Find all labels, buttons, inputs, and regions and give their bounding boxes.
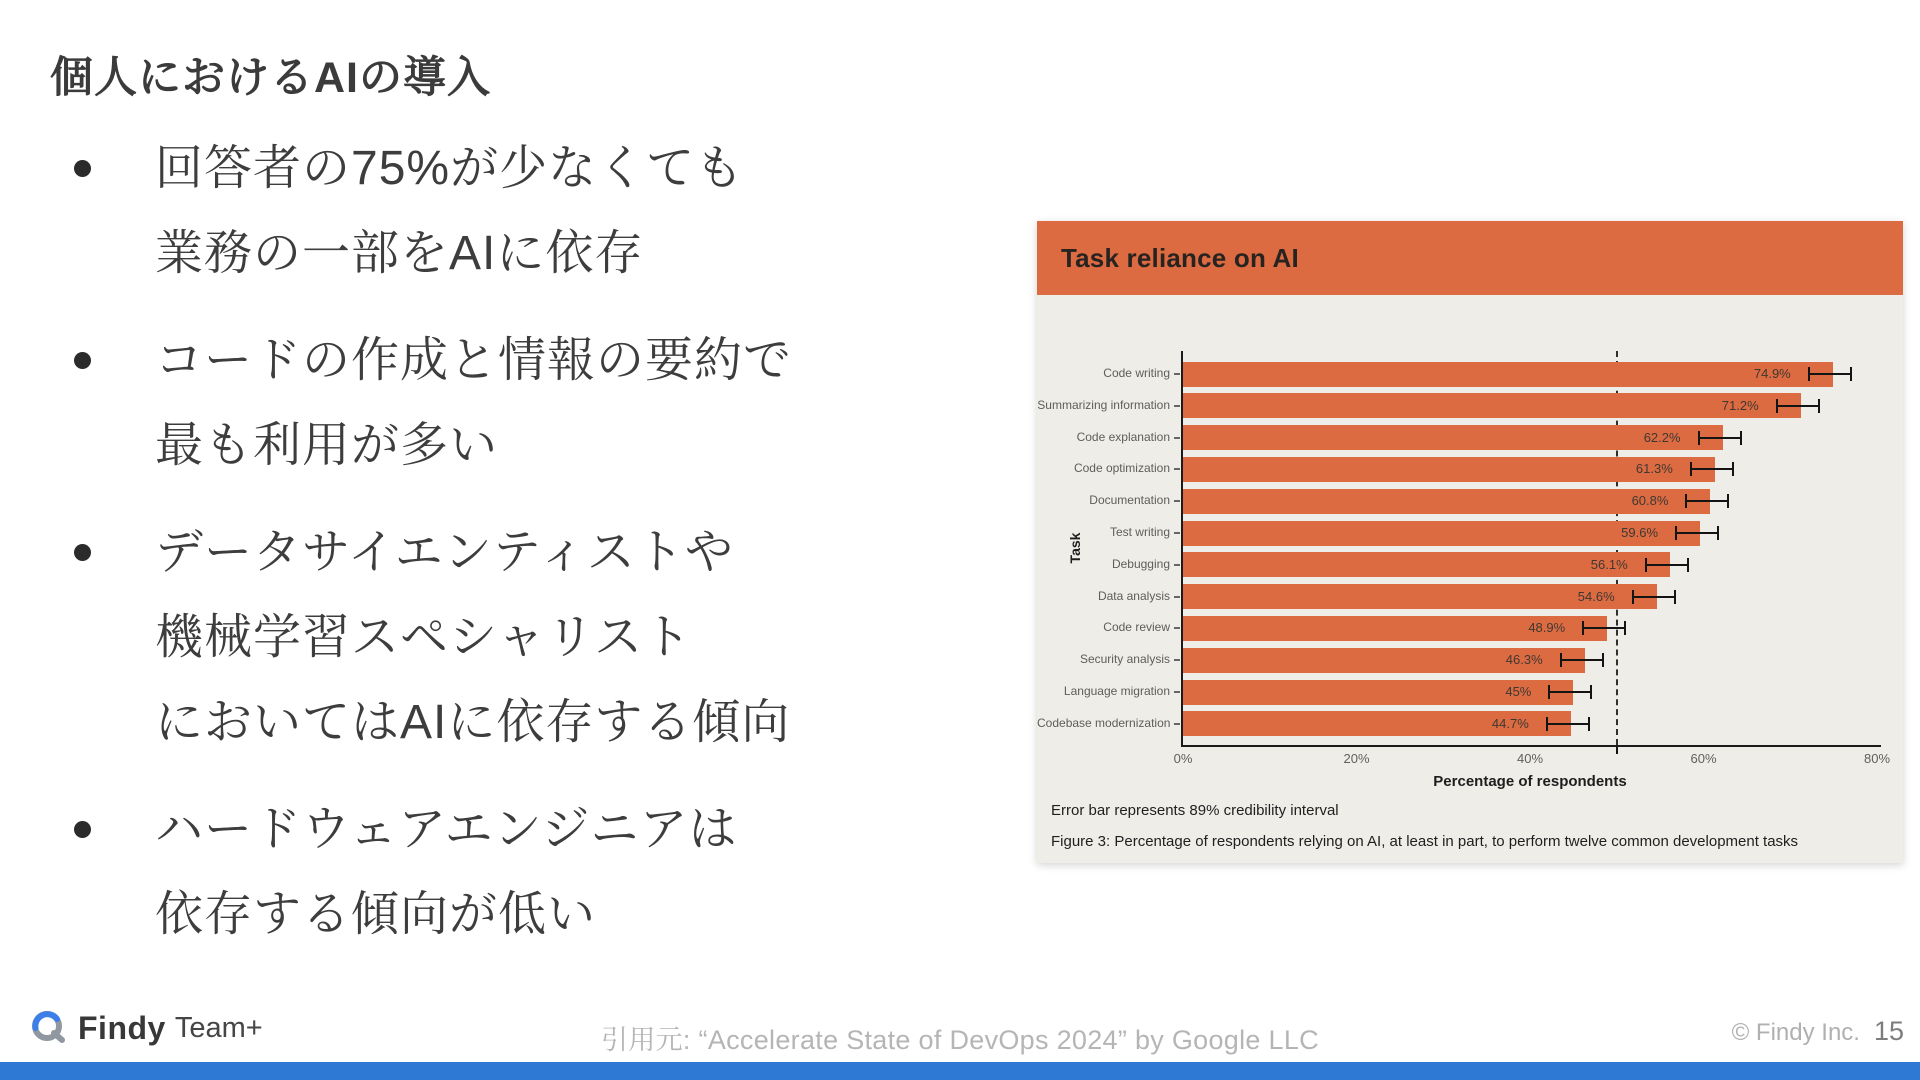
error-bar-cap-right — [1624, 621, 1626, 635]
error-bar-line — [1560, 659, 1604, 661]
logo-text-findy: Findy — [78, 1010, 166, 1046]
bullet-text — [155, 787, 737, 957]
bullet-line: 最も利用が多い — [155, 419, 499, 472]
bullet-line: データサイエンティストや — [155, 526, 734, 579]
category-tick — [1174, 659, 1180, 661]
error-bar-line — [1645, 564, 1689, 566]
category-tick — [1174, 627, 1180, 629]
bullet-line: 回答者の75%が少なくても — [155, 142, 745, 195]
bullet-item — [60, 787, 980, 957]
bar-value-label: 71.2% — [1721, 397, 1759, 413]
x-tick-label: 80% — [1863, 751, 1891, 766]
copyright-text: © Findy Inc. — [1731, 1019, 1860, 1046]
bullet-line: 機械学習スペシャリスト — [155, 611, 693, 664]
bullet-dot-icon — [74, 544, 91, 561]
error-bar-note: Error bar represents 89% credibility interval — [1051, 802, 1339, 819]
bar-value-label: 74.9% — [1753, 366, 1791, 381]
category-label: Code review — [1103, 620, 1170, 635]
footer-right — [1732, 1016, 1904, 1047]
error-bar-line — [1690, 468, 1734, 470]
category-label: Data analysis — [1097, 588, 1170, 603]
bullet-item — [60, 510, 980, 765]
y-axis-label: Task — [1067, 532, 1083, 564]
category-tick — [1174, 500, 1180, 502]
error-bar-cap-right — [1588, 717, 1590, 731]
page-number: 15 — [1873, 1016, 1904, 1046]
category-label: Code writing — [1103, 366, 1170, 380]
bar-value-label: 59.6% — [1621, 525, 1659, 540]
bullet-line: ハードウェアエンジニアは — [155, 803, 738, 856]
category-label: Summarizing information — [1037, 397, 1170, 412]
category-label: Code optimization — [1073, 461, 1170, 476]
error-bar-line — [1776, 405, 1820, 407]
x-tick-label: 0% — [1173, 751, 1193, 766]
error-bar-line — [1548, 691, 1592, 693]
error-bar-cap-left — [1808, 367, 1810, 381]
error-bar-line — [1582, 627, 1626, 629]
bar-value-label: 56.1% — [1590, 556, 1628, 572]
error-bar-line — [1675, 532, 1719, 534]
error-bar-cap-left — [1560, 653, 1562, 667]
x-axis-label: Percentage of respondents — [1433, 773, 1627, 790]
chart-card — [1037, 221, 1903, 863]
category-tick — [1174, 596, 1180, 598]
bullet-list — [60, 126, 980, 979]
error-bar-cap-left — [1632, 590, 1634, 604]
logo-text-teamplus: Team+ — [174, 1012, 263, 1044]
citation-text: 引用元: “Accelerate State of DevOps 2024” by Google LLC — [601, 1025, 1319, 1055]
bottom-accent-bar — [0, 1062, 1920, 1080]
bar-value-label: 62.2% — [1643, 429, 1681, 445]
chart-title: Task reliance on AI — [1061, 242, 1299, 273]
bullet-line: 依存する傾向が低い — [155, 888, 597, 941]
error-bar-cap-right — [1818, 399, 1820, 413]
chart-header — [1037, 221, 1903, 295]
figure-caption: Figure 3: Percentage of respondents relying on AI, at least in part, to perform twelve common development tasks — [1051, 833, 1799, 850]
error-bar-line — [1698, 437, 1742, 439]
category-label: Codebase modernization — [1037, 715, 1171, 730]
error-bar-cap-left — [1582, 621, 1584, 635]
error-bar-cap-right — [1850, 367, 1852, 381]
bullet-text — [155, 510, 790, 765]
category-label: Code explanation — [1076, 429, 1170, 444]
error-bar-line — [1685, 500, 1729, 502]
category-tick — [1174, 373, 1180, 375]
category-tick — [1174, 405, 1180, 407]
x-tick-label: 40% — [1516, 751, 1544, 766]
x-axis-tick-50 — [1616, 747, 1618, 754]
bullet-line: においてはAIに依存する傾向 — [155, 696, 791, 749]
error-bar-cap-left — [1690, 462, 1692, 476]
category-tick — [1174, 691, 1180, 693]
error-bar-cap-left — [1548, 685, 1550, 699]
error-bar-cap-left — [1698, 431, 1700, 445]
bullet-text — [155, 126, 744, 296]
category-tick — [1174, 468, 1180, 470]
error-bar-line — [1808, 373, 1852, 375]
error-bar-cap-right — [1727, 494, 1729, 508]
error-bar-cap-left — [1546, 717, 1548, 731]
x-axis-line — [1181, 745, 1881, 747]
bar-value-label: 60.8% — [1631, 493, 1669, 509]
bullet-line: 業務の一部をAIに依存 — [155, 227, 644, 280]
category-tick — [1174, 723, 1180, 725]
bullet-dot-icon — [74, 352, 91, 369]
category-label: Language migration — [1063, 684, 1170, 698]
bullet-dot-icon — [74, 821, 91, 838]
bar-value-label: 48.9% — [1528, 620, 1566, 636]
error-bar-line — [1632, 596, 1676, 598]
error-bar-cap-right — [1687, 558, 1689, 572]
category-label: Debugging — [1111, 556, 1170, 571]
plot-area — [1037, 295, 1903, 863]
error-bar-cap-right — [1590, 685, 1592, 699]
error-bar-line — [1546, 723, 1590, 725]
category-label: Security analysis — [1079, 652, 1170, 667]
category-label: Test writing — [1109, 525, 1170, 539]
bullet-item — [60, 126, 980, 296]
category-label: Documentation — [1089, 493, 1170, 508]
error-bar-cap-right — [1602, 653, 1604, 667]
bar-value-label: 54.6% — [1577, 588, 1615, 604]
bullet-item — [60, 318, 980, 488]
error-bar-cap-right — [1717, 526, 1719, 540]
category-tick — [1174, 437, 1180, 439]
x-tick-label: 60% — [1690, 751, 1717, 766]
bullet-line: コードの作成と情報の要約で — [155, 334, 793, 387]
bar-value-label: 44.7% — [1491, 715, 1529, 731]
bullet-dot-icon — [74, 160, 91, 177]
error-bar-cap-left — [1645, 558, 1647, 572]
x-tick-label: 20% — [1343, 751, 1370, 766]
bar-value-label: 45% — [1505, 684, 1532, 699]
error-bar-cap-left — [1776, 399, 1778, 413]
bar-value-label: 46.3% — [1505, 652, 1543, 668]
page-title: 個人におけるAIの導入 — [50, 54, 491, 102]
error-bar-cap-right — [1740, 431, 1742, 445]
category-tick — [1174, 532, 1180, 534]
category-tick — [1174, 564, 1180, 566]
bar-value-label: 61.3% — [1635, 461, 1673, 477]
error-bar-cap-left — [1675, 526, 1677, 540]
bullet-text — [155, 318, 792, 488]
error-bar-cap-left — [1685, 494, 1687, 508]
error-bar-cap-right — [1674, 590, 1676, 604]
error-bar-cap-right — [1732, 462, 1734, 476]
